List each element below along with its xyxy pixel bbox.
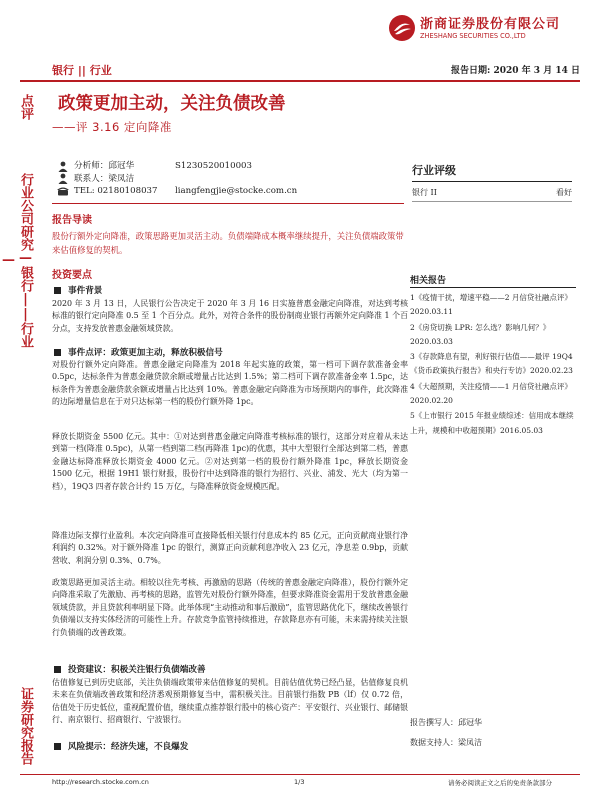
guide-text: 股份行额外定向降准，政策思路更加灵活主动。负债端降成本概率继续提升，关注负债端政策带来估值修复的契机。 — [52, 231, 404, 255]
page-number: 1/3 — [294, 778, 305, 786]
analyst-name: 邱冠华 — [108, 161, 135, 171]
data-support-name: 梁凤洁 — [458, 738, 482, 747]
tel-number: 02180108037 — [97, 186, 158, 196]
header-divider — [20, 80, 580, 82]
related-divider — [410, 287, 576, 288]
analyst-block — [52, 160, 372, 198]
related-title: 相关报告 — [410, 276, 447, 286]
related-report-item[interactable]: 1《疫情干扰，增速平稳——2 月信贷社融点评》2020.03.11 — [410, 293, 572, 317]
footer-divider — [20, 774, 580, 775]
logo-emblem-icon — [388, 14, 416, 42]
data-support-line — [410, 737, 482, 748]
side-label-top: 点评 — [18, 94, 33, 120]
points-heading: 投资要点 — [52, 270, 92, 281]
rating-sector: 银行 II — [412, 188, 437, 197]
company-logo — [388, 12, 593, 48]
report-category: 银行 || 行业 — [52, 64, 112, 77]
contact-label: 联系人： — [74, 173, 109, 184]
section-paragraph: 对股份行额外定向降准。普惠金融定向降准为 2018 年起实施的政策，第一档可下调存款准备金率 0.5pc，达标条件为普惠金融贷款余额或增量占比达到 1.5%；第二档可下调存款准备金率 1.5pc，达标条件为普惠金融贷款余额或增量占比达到 10%。普惠金融定向降准为市场预期内的事件，此次降准的边际增量信息在于对只达标第一档的股份行额外降 1pc。 — [52, 360, 408, 407]
company-name-cn: 浙商证券股份有限公司 — [420, 17, 561, 32]
side-label-middle: 行业公司研究—银行||行业— — [1, 172, 33, 348]
section-heading: 事件背景 — [54, 284, 102, 296]
company-name-en: ZHESHANG SECURITIES CO.,LTD — [420, 32, 526, 40]
data-support-label: 数据支持人： — [410, 738, 458, 747]
square-bullet-icon — [54, 349, 61, 356]
rating-row — [412, 187, 572, 198]
page-subtitle: ——评 3.16 定向降准 — [52, 120, 172, 134]
author-label: 报告撰写人： — [410, 718, 458, 727]
person-icon — [52, 173, 74, 185]
section-heading: 投资建议：积极关注银行负债端改善 — [54, 663, 206, 675]
section-heading: 风险提示：经济失速，不良爆发 — [54, 740, 188, 752]
section-paragraph: 释放长期资金 5500 亿元。其中：①对达到普惠金融定向降准考核标准的银行，这部分对应着从未达到第一档(降准 0.5pc)，从第一档到第二档(再降准 1pc)的优惠，其中大型银行全部达到第二档，普惠金融达标降准释放长期资金 4000 亿元。②对达到第一档的股份行额外降准 1pc，释放长期资金 1500 亿元，根据 19H1 银行财报，股份行中达到降准的银行为招行、兴业、浦发、光大（均为第一档），19Q3 四者存款合计约 15 万亿，与降准释放资金规模匹配。 — [52, 432, 408, 491]
page-title: 政策更加主动，关注负债改善 — [58, 94, 286, 114]
related-report-item[interactable]: 2《房贷切换 LPR: 怎么选？影响几何？》2020.03.03 — [410, 322, 551, 346]
related-list — [410, 291, 574, 439]
author-name: 邱冠华 — [458, 718, 482, 727]
square-bullet-icon — [54, 287, 61, 294]
analyst-label: 分析师： — [74, 161, 109, 171]
tel-label: TEL: — [74, 186, 95, 196]
section-paragraph: 2020 年 3 月 13 日，人民银行公告决定于 2020 年 3 月 16 日实施普惠金融定向降准，对达到考核标准的银行定向降准 0.5 至 1 个百分点。此外，对符合条件的股份制商业银行再额外定向降准 1 个百分点，支持发放普惠金融领域贷款。 — [52, 299, 408, 333]
section-divider — [52, 203, 404, 204]
section-paragraph: 估值修复已到历史底部，关注负债端政策带来估值修复的契机。目前估值优势已经凸显，估值修复良机未来在负债端改善政策和经济悉观预期修复当中，需积极关注。目前银行指数 PB（lf）仅 0.72 倍，估值处于历史低位，重视配置价值，继续重点推荐银行股中的核心资产：平安银行、兴业银行、邮储银行、南京银行、招商银行、宁波银行。 — [52, 678, 408, 725]
contact-name: 梁凤洁 — [108, 173, 135, 184]
square-bullet-icon — [54, 666, 61, 673]
footer-url[interactable]: http://research.stocke.com.cn — [52, 778, 149, 786]
section-paragraph: 政策思路更加灵活主动。相较以往先考核、再激励的思路（传统的普惠金融定向降准），股份行额外定向降准采取了先激励、再考核的思路，监管先对股份行额外降准，但要求降准资金需用于发放普惠金融领域贷款，并且贷款利率明显下降。此举体现“主动推动和事后激励”，监管思路优化下，继续改善银行负债端以支持实体经济的可能性上升。存款竞争监管持续推进，存款降息亦有可能，未来需持续关注银行负债端的改善政策。 — [52, 578, 408, 637]
related-report-item[interactable]: 3《存款降息有望，利好银行估值——最评 19Q4《货币政策执行报告》和央行专访》2020.02.23 — [410, 352, 573, 376]
phone-icon — [52, 185, 74, 197]
square-bullet-icon — [54, 743, 61, 750]
rating-divider — [412, 181, 572, 182]
tel-row — [52, 185, 372, 198]
contact-row — [52, 173, 372, 186]
report-date: 报告日期: 2020 年 3 月 14 日 — [451, 66, 580, 76]
section-paragraph: 降准边际支撑行业盈利。本次定向降准可直接降低相关银行付息成本约 85 亿元，正向贡献商业银行净利润约 0.32%。对于额外降准 1pc 的银行，测算正向贡献利息净收入 23 亿元，净息差 0.9bp，贡献营收、利润分别 0.3%、0.7%。 — [52, 531, 408, 565]
person-icon — [52, 160, 74, 172]
related-report-item[interactable]: 5《上市银行 2015 年报业绩综述：信用成本继续上升，规模和中收超预期》2016.05.03 — [410, 411, 574, 435]
author-line — [410, 717, 482, 728]
analyst-cert: S1230520010003 — [175, 161, 252, 171]
side-label-bottom: 证券研究报告 — [18, 687, 33, 765]
related-report-item[interactable]: 4《大超预期，关注疫情——1 月信贷社融点评》2020.02.20 — [410, 381, 572, 406]
email-link[interactable]: liangfengjie@stocke.com.cn — [175, 186, 298, 196]
rating-divider — [412, 201, 572, 202]
rating-value: 看好 — [556, 188, 572, 197]
guide-heading: 报告导读 — [52, 215, 92, 226]
analyst-row — [52, 160, 372, 173]
disclaimer-note: 请务必阅读正文之后的免责条款部分 — [448, 779, 552, 787]
section-heading: 事件点评：政策更加主动，释放积极信号 — [54, 346, 223, 358]
rating-title: 行业评级 — [412, 164, 456, 177]
